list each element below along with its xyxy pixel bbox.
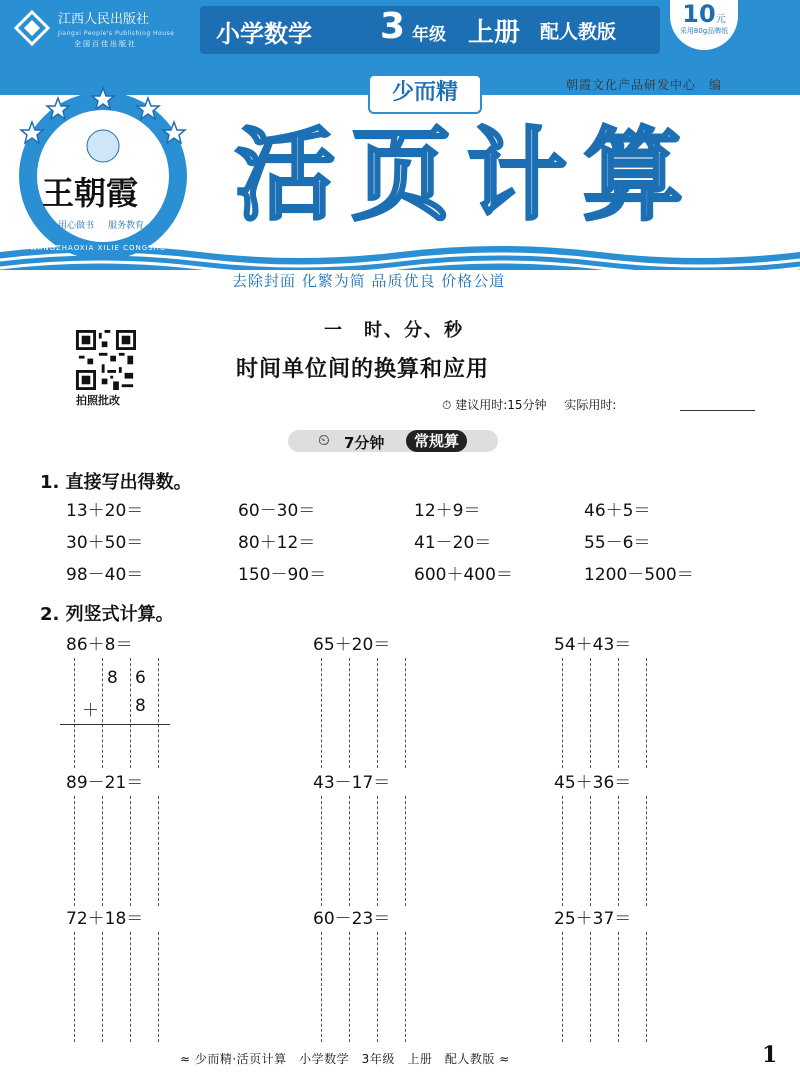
answer-area[interactable] <box>313 932 423 1042</box>
answer-area[interactable] <box>66 932 176 1042</box>
volume: 上册 <box>468 18 521 48</box>
page-number: 1 <box>762 1042 778 1068</box>
timer-icon: ⏱ <box>442 398 452 412</box>
publisher-logo-icon <box>12 8 52 48</box>
publisher-name: 江西人民出版社 <box>58 12 150 27</box>
editor-credit: 朝霞文化产品研发中心 编 <box>566 78 723 92</box>
answer-area[interactable] <box>313 658 423 768</box>
oral-problem: 46＋5＝ <box>584 501 651 521</box>
edition: 配人教版 <box>540 21 617 43</box>
oral-problem: 80＋12＝ <box>238 533 316 553</box>
vertical-example <box>60 660 170 770</box>
grade-number: 3 <box>380 6 406 47</box>
oral-problem: 600＋400＝ <box>414 565 513 585</box>
oral-problem: 55－6＝ <box>584 533 651 553</box>
oral-problem: 98－40＝ <box>66 565 144 585</box>
stopwatch-icon: ⏲ <box>318 431 330 449</box>
oral-problem: 41－20＝ <box>414 533 492 553</box>
example-sum-line <box>60 724 170 725</box>
example-top-tens: 8 <box>107 668 118 688</box>
vertical-problem: 60－23＝ <box>313 909 391 929</box>
example-top-ones: 6 <box>135 668 146 688</box>
vertical-problem: 54＋43＝ <box>554 635 632 655</box>
timer-minutes: 7分钟 <box>344 434 385 452</box>
oral-problem: 30＋50＝ <box>66 533 144 553</box>
brand-name: 王朝霞 <box>42 174 139 212</box>
qr-label: 拍照批改 <box>76 394 120 407</box>
suggested-time: 建议用时:15分钟 <box>455 398 547 412</box>
example-operator: ＋ <box>82 701 99 721</box>
oral-problem: 150－90＝ <box>238 565 327 585</box>
vertical-problem: 43－17＝ <box>313 773 391 793</box>
time-info <box>442 396 616 413</box>
vertical-problem: 45＋36＝ <box>554 773 632 793</box>
vertical-problem: 89－21＝ <box>66 773 144 793</box>
answer-area[interactable] <box>66 796 176 906</box>
series-badge: 少而精 <box>368 74 482 114</box>
actual-time-label: 实际用时: <box>564 398 617 412</box>
timer-bar <box>288 430 498 452</box>
oral-problem: 12＋9＝ <box>414 501 481 521</box>
price-value: 10 <box>682 0 716 28</box>
unit-title: 一 时、分、秒 <box>324 320 464 341</box>
slogan: 去除封面 化繁为简 品质优良 价格公道 <box>232 272 506 290</box>
timer-type: 常规算 <box>406 430 467 452</box>
vertical-problem: 65＋20＝ <box>313 635 391 655</box>
oral-problem: 13＋20＝ <box>66 501 144 521</box>
vertical-problem: 72＋18＝ <box>66 909 144 929</box>
publisher-english: Jiangxi People's Publishing House <box>58 30 175 37</box>
oral-problem: 60－30＝ <box>238 501 316 521</box>
example-bottom: 8 <box>135 696 146 716</box>
answer-area[interactable] <box>554 796 664 906</box>
subject: 小学数学 <box>216 20 312 48</box>
answer-area[interactable] <box>313 796 423 906</box>
oral-problem: 1200－500＝ <box>584 565 694 585</box>
main-title: 活页计算 <box>235 116 699 234</box>
answer-area[interactable] <box>554 658 664 768</box>
price-unit: 元 <box>715 14 726 25</box>
book-title-bar <box>200 6 660 54</box>
vertical-problem: 25＋37＝ <box>554 909 632 929</box>
section-2-title: 2. 列竖式计算。 <box>40 604 174 625</box>
brand-motto-1: 用心做书 <box>58 221 95 231</box>
qr-code-icon[interactable] <box>76 330 136 390</box>
grade-word: 年级 <box>412 25 446 45</box>
footer: ≈ 少而精·活页计算 小学数学 3年级 上册 配人教版 ≈ <box>180 1052 510 1066</box>
brand-motto-2: 服务教育 <box>108 221 145 231</box>
publisher-sub: 全国百佳出版社 <box>74 40 137 48</box>
paper-note: 采用80g品牌纸 <box>679 27 729 35</box>
vertical-problem: 86＋8＝ <box>66 635 133 655</box>
actual-time-field[interactable] <box>680 410 755 411</box>
lesson-title: 时间单位间的换算和应用 <box>236 357 490 382</box>
answer-area[interactable] <box>554 932 664 1042</box>
section-1-title: 1. 直接写出得数。 <box>40 472 192 493</box>
brand-emblem <box>8 78 198 268</box>
brand-pinyin: WANGZHAOXIA XILIE CONGSHU <box>30 244 167 252</box>
